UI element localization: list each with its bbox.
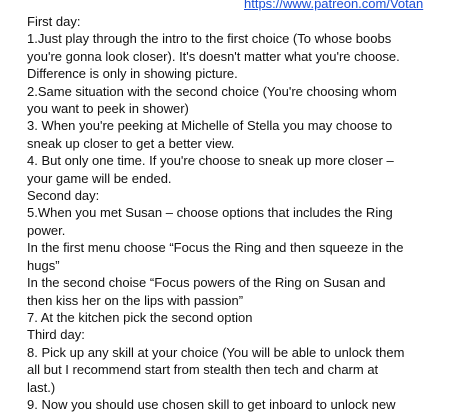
text-line: 1.Just play through the intro to the first choice (To whose boobs [27,31,392,47]
text-line: 4. But only one time. If you're choose to sneak up more closer – [27,153,394,169]
text-line: hugs” [27,257,60,273]
text-line: 2.Same situation with the second choice (You're choosing whom [27,83,397,99]
text-line: sneak up closer to get a better view. [27,135,235,151]
text-line: your game will be ended. [27,170,172,186]
text-line: you're gonna look closer). It's doesn't matter what you're choose. [27,48,400,64]
text-line: 8. Pick up any skill at your choice (You will be able to unlock them [27,344,405,360]
text-line: then kiss her on the lips with passion” [27,292,244,308]
text-line: all but I recommend start from stealth then tech and charm at [27,362,379,378]
text-line: Difference is only in showing picture. [27,66,238,82]
text-line: last.) [27,379,56,395]
text-line: In the first menu choose “Focus the Ring and then squeeze in the [27,240,404,256]
text-line: you want to peek in shower) [27,101,189,117]
text-line: 7. At the kitchen pick the second option [27,309,253,325]
patreon-link[interactable]: https://www.patreon.com/Votan [244,0,424,11]
heading-second-day: Second day: [27,188,100,204]
text-line: 9. Now you should use chosen skill to get inboard to unlock new [27,396,396,412]
text-line: 3. When you're peeking at Michelle of Stella you may choose to [27,118,393,134]
heading-third-day: Third day: [27,327,85,343]
walkthrough-text [27,13,472,413]
text-line: power. [27,222,66,238]
text-line: 5.When you met Susan – choose options that includes the Ring [27,205,393,221]
text-line: In the second choise “Focus powers of the Ring on Susan and [27,275,386,291]
heading-first-day: First day: [27,14,81,29]
